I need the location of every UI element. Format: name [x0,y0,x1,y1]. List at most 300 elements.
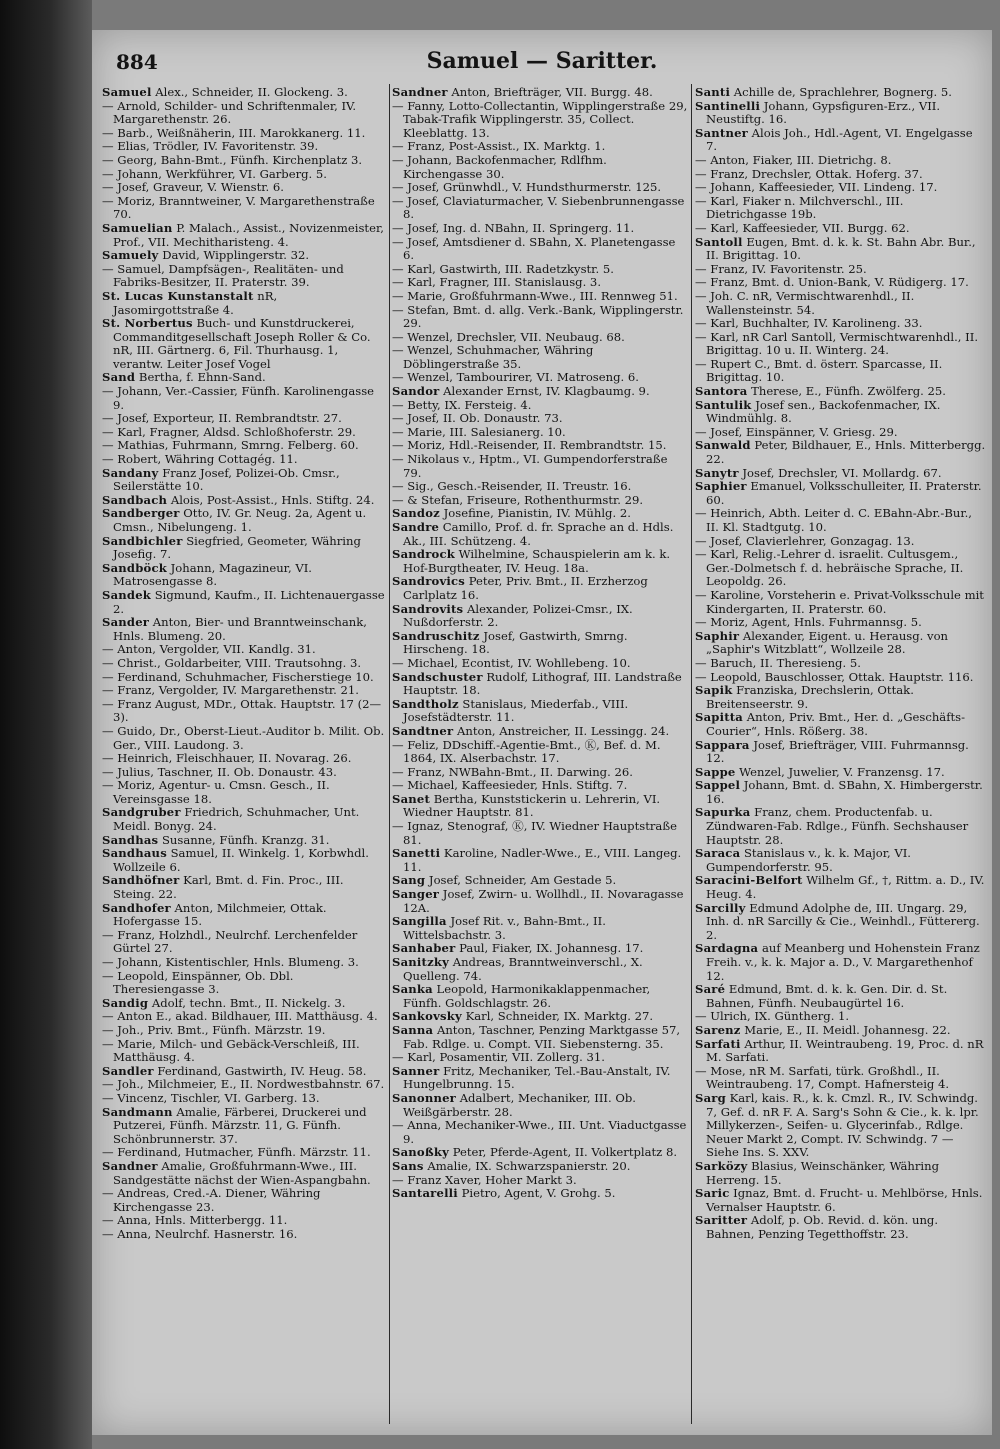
directory-entry [392,698,688,725]
entry-details: — Moriz, Hdl.-Reisender, II. Rembrandtstr. 15. [392,438,667,453]
entry-details: Franz, chem. Productenfab. u. Zündwaren-Fab. Rdlge., Fünfh. Sechshauser Hauptstr. 28. [706,805,969,847]
entry-details: Buch- und Kunstdruckerei, Commanditgesellschaft Joseph Roller & Co. nR, III. Gärtnerg. 6, Fil. Thurhausg. 1, verantw. Leiter Josef Vogel [113,316,371,371]
directory-entry [102,467,386,494]
directory-entry [392,100,688,141]
directory-entry [102,902,386,929]
directory-entry [695,317,987,331]
directory-entry [102,779,386,806]
entry-surname: Saré [695,982,726,997]
entry-details: Anton, Priv. Bmt., Her. d. „Geschäfts-Courier“, Hnls. Rößerg. 38. [706,710,966,738]
directory-entry [102,1187,386,1214]
directory-entry [392,344,688,371]
entry-details: Andreas, Branntweinverschl., X. Quelleng. 74. [403,955,643,983]
directory-entry [695,399,987,426]
entry-details: — Karl, Buchhalter, IV. Karolineng. 33. [695,316,923,331]
entry-surname: Saracini-Belfort [695,873,803,888]
entry-surname: Sandhas [102,832,159,847]
entry-details: — Betty, IX. Fersteig. 4. [392,397,532,412]
entry-details: Adolf, techn. Bmt., II. Nickelg. 3. [151,995,346,1010]
entry-surname: Sandschuster [392,669,483,684]
entry-surname: Sandany [102,465,159,480]
directory-entry [102,1065,386,1079]
entry-details: — Karoline, Vorsteherin e. Privat-Volksschule mit Kindergarten, II. Praterstr. 60. [695,587,984,616]
entry-surname: Sarcilly [695,900,746,915]
directory-entry [695,847,987,874]
directory-entry [102,154,386,168]
directory-entry [102,806,386,833]
directory-entry [392,603,688,630]
directory-entry [695,766,987,780]
entry-details: Alexander, Eigent. u. Herausg. von „Saphir's Witzblatt“, Wollzeile 28. [706,628,949,657]
entry-surname: Sarközy [695,1158,748,1173]
entry-details: — Leopold, Einspänner, Ob. Dbl. Theresiengasse 3. [102,968,294,997]
entry-surname: Sandrovics [392,574,465,589]
directory-entry [102,1160,386,1187]
directory-entry [102,494,386,508]
entry-details: — Franz Xaver, Hoher Markt 3. [392,1172,577,1187]
entry-surname: Sanner [392,1063,440,1078]
directory-entry [695,100,987,127]
directory-entry [392,793,688,820]
directory-entry [695,290,987,317]
directory-entry [695,426,987,440]
entry-details: Ignaz, Bmt. d. Frucht- u. Mehlbörse, Hnls. Vernalser Hauptstr. 6. [706,1186,983,1214]
entry-details: Alexander, Polizei-Cmsr., IX. Nußdorferstr. 2. [403,601,633,630]
entry-surname: Samuel [102,85,152,99]
directory-entry [102,426,386,440]
directory-entry [695,181,987,195]
entry-surname: Sanka [392,982,433,997]
entry-details: Johann, Gypsfiguren-Erz., VII. Neustiftg. 16. [706,98,941,127]
directory-entry [102,589,386,616]
entry-details: Stanislaus, Miederfab., VIII. Josefstädterstr. 11. [403,696,629,725]
entry-surname: Sander [102,615,150,630]
directory-entry [102,956,386,970]
directory-entry [102,562,386,589]
directory-entry [102,997,386,1011]
entry-details: Wilhelm Gf., †, Rittm. a. D., IV. Heug. 4. [706,873,985,902]
entry-surname: Saritter [695,1213,748,1228]
entry-details: — Josef, Claviaturmacher, V. Siebenbrunnengasse 8. [392,193,685,222]
directory-entry [392,1160,688,1174]
entry-details: Susanne, Fünfh. Kranzg. 31. [161,832,330,847]
directory-entry [392,480,688,494]
entry-details: — Ferdinand, Schuhmacher, Fischerstiege 10. [102,669,374,684]
directory-entry [392,140,688,154]
entry-details: — Feliz, DDschiff.-Agentie-Bmt., Ⓚ, Bef. d. M. 1864, IX. Alserbachstr. 17. [392,737,661,766]
directory-entry [392,521,688,548]
directory-entry [102,725,386,752]
entry-details: Stanislaus v., k. k. Major, VI. Gumpendorferstr. 95. [706,846,911,874]
directory-entry [102,168,386,182]
entry-details: — Marie, Milch- und Gebäck-Verschleiß, III. Matthäusg. 4. [102,1036,360,1065]
entry-details: Sigmund, Kaufm., II. Lichtenauergasse 2. [113,587,385,616]
entry-details: Paul, Fiaker, IX. Johannesg. 17. [459,941,644,956]
directory-entry [392,371,688,385]
entry-details: Franz Josef, Polizei-Ob. Cmsr., Seilerstätte 10. [113,465,340,494]
entry-details: Josef, Drechsler, VI. Mollardg. 67. [742,465,942,480]
entry-surname: St. Lucas Kunstanstalt [102,288,254,303]
directory-entry [695,467,987,481]
entry-surname: Sandig [102,995,149,1010]
directory-entry [392,195,688,222]
entry-surname: Sarfati [695,1036,741,1051]
directory-entry [695,195,987,222]
entry-surname: Sand [102,370,136,385]
entry-surname: Sandberger [102,506,180,521]
directory-entry [102,222,386,249]
directory-entry [392,331,688,345]
entry-surname: Sanetti [392,846,441,861]
entry-surname: Sang [392,873,426,888]
directory-entry [392,725,688,739]
entry-details: Samuel, II. Winkelg. 1, Korbwhdl. Wollzeile 6. [113,846,369,874]
directory-entry [392,657,688,671]
entry-details: Johann, Bmt. d. SBahn, X. Himbergerstr. 16. [706,778,983,806]
entry-details: Karl, kais. R., k. k. Cmzl. R., IV. Schwindg. 7, Gef. d. nR F. A. Sarg's Sohn & Cie., k. k. lpr. Millykerzen-, Seifen- u. Glycerinfab., Rdlge. Neuer Markt 2, Compt. IV. Schwindg. 7 — Siehe Ins. S. XXV. [706,1090,979,1160]
directory-entry [102,657,386,671]
directory-entry [392,236,688,263]
column-divider-1 [389,84,390,1424]
directory-entry [102,1010,386,1024]
entry-details: Amalie, Färberei, Druckerei und Putzerei, Fünfh. Märzstr. 11, G. Fünfh. Schönbrunnerstr. 37. [113,1104,367,1146]
entry-details: — Michael, Econtist, IV. Wohllebeng. 10. [392,655,631,670]
entry-details: Eugen, Bmt. d. k. k. St. Bahn Abr. Bur., II. Brigittag. 10. [706,234,976,263]
directory-entry [102,874,386,901]
entry-details: — Nikolaus v., Hptm., VI. Gumpendorferstraße 79. [392,452,668,480]
directory-entry [392,412,688,426]
directory-entry [102,100,386,127]
directory-entry [695,331,987,358]
entry-details: — Ulrich, IX. Güntherg. 1. [695,1009,850,1024]
entry-details: — Michael, Kaffeesieder, Hnls. Stiftg. 7. [392,778,628,793]
directory-entry [102,263,386,290]
directory-entry [695,711,987,738]
directory-entry [102,970,386,997]
entry-details: Josef, Zwirn- u. Wollhdl., II. Novaragasse 12A. [403,887,684,915]
directory-entry [695,1187,987,1214]
entry-surname: Sandbach [102,492,168,507]
entry-surname: Sappe [695,764,736,779]
page-header [92,48,992,78]
entry-surname: Santulik [695,397,752,412]
directory-entry [102,1214,386,1228]
entry-details: David, Wipplingerstr. 32. [162,248,310,263]
entry-details: — Sig., Gesch.-Reisender, II. Treustr. 16. [392,479,632,494]
directory-entry [695,263,987,277]
entry-details: — Christ., Goldarbeiter, VIII. Trautsohng. 3. [102,655,362,670]
entry-details: — Johann, Backofenmacher, Rdlfhm. Kirchengasse 30. [392,152,607,181]
directory-entry [392,915,688,942]
entry-surname: Sandmann [102,1104,173,1119]
entry-surname: Saraca [695,846,741,861]
entry-details: Anton, Briefträger, VII. Burgg. 48. [451,85,653,99]
entry-details: — Georg, Bahn-Bmt., Fünfh. Kirchenplatz 3. [102,152,363,167]
entry-details: — Franz, IV. Favoritenstr. 25. [695,261,867,276]
entry-details: — Karl, Fragner, Aldsd. Schloßhoferstr. 29. [102,424,356,439]
directory-entry [695,154,987,168]
entry-surname: Sappara [695,737,750,752]
directory-entry [695,86,987,100]
entry-details: Josef sen., Backofenmacher, IX. Windmühlg. 8. [706,397,941,426]
directory-entry [695,942,987,983]
entry-surname: Santner [695,125,748,140]
entry-surname: Sanet [392,791,431,806]
entry-details: Fritz, Mechaniker, Tel.-Bau-Anstalt, IV. Hungelbrunng. 15. [403,1063,671,1092]
entry-details: Alois, Post-Assist., Hnls. Stiftg. 24. [170,492,375,507]
entry-surname: Sanna [392,1022,434,1037]
directory-entry [102,752,386,766]
entry-details: — Joh., Priv. Bmt., Fünfh. Märzstr. 19. [102,1022,326,1037]
entry-surname: Saric [695,1186,730,1201]
directory-entry [695,168,987,182]
directory-entry [102,834,386,848]
directory-entry [392,1051,688,1065]
entry-details: Pietro, Agent, V. Grohg. 5. [461,1186,616,1201]
entry-surname: Sanhaber [392,941,456,956]
directory-entry [392,385,688,399]
entry-details: auf Meanberg und Hohenstein Franz Freih. v., k. k. Major a. D., V. Margarethenhof 12. [706,941,980,983]
entry-details: — Josef, II. Ob. Donaustr. 73. [392,411,563,426]
entry-details: — Franz, NWBahn-Bmt., II. Darwing. 26. [392,764,633,779]
entry-surname: Sandruschitz [392,628,480,643]
entry-details: Alois Joh., Hdl.-Agent, VI. Engelgasse 7. [706,125,973,154]
entry-details: — Josef, Amtsdiener d. SBahn, X. Planetengasse 6. [392,234,676,263]
directory-entry [695,548,987,589]
entry-details: — Johann, Ver.-Cassier, Fünfh. Karolinengasse 9. [102,384,375,412]
entry-details: Anton, Anstreicher, II. Lessingg. 24. [456,723,670,738]
running-head: Samuel — Saritter. [426,48,658,74]
directory-entry [392,276,688,290]
entry-details: Josef Rit. v., Bahn-Bmt., II. Wittelsbachstr. 3. [403,914,606,942]
entry-details: Wenzel, Juwelier, V. Franzensg. 17. [739,764,945,779]
entry-details: — & Stefan, Friseure, Rothenthurmstr. 29. [392,492,644,507]
entry-surname: Sandböck [102,560,167,575]
directory-entry [102,412,386,426]
entry-details: — Johann, Kistentischler, Hnls. Blumeng. 3. [102,955,359,969]
entry-details: Josef, Gastwirth, Smrng. Hirscheng. 18. [403,628,628,657]
entry-details: Anton, Milchmeier, Ottak. Hofergasse 15. [113,900,327,929]
entry-surname: Sandhöfner [102,873,180,888]
entry-details: — Fanny, Lotto-Collectantin, Wipplingerstraße 29, Tabak-Trafik Wipplingerstr. 35, Collect. Kleeblattg. 13. [392,98,688,140]
directory-entry [392,86,688,100]
entry-details: — Anton E., akad. Bildhauer, III. Matthäusg. 4. [102,1009,378,1024]
directory-entry [102,1106,386,1147]
directory-entry [102,195,386,222]
entry-surname: Sandhofer [102,900,171,915]
entry-details: — Anton, Fiaker, III. Dietrichg. 8. [695,152,892,167]
entry-details: Achille de, Sprachlehrer, Bognerg. 5. [733,85,952,99]
directory-entry [392,507,688,521]
directory-entry [392,154,688,181]
directory-entry [102,1038,386,1065]
entry-surname: Sandtholz [392,696,459,711]
entry-details: — Arnold, Schilder- und Schriftenmaler, IV. Margarethenstr. 26. [102,98,357,127]
entry-details: — Moriz, Agent, Hnls. Fuhrmannsg. 5. [695,615,922,630]
entry-details: Blasius, Weinschänker, Währing Herreng. 15. [706,1158,940,1187]
entry-surname: Sandner [102,1158,158,1173]
page-number: 884 [116,50,158,74]
entry-details: Amalie, Großfuhrmann-Wwe., III. Sandgestätte nächst der Wien-Aspangbahn. [113,1158,371,1187]
entry-surname: Sandtner [392,723,454,738]
entry-details: — Josef, Einspänner, V. Griesg. 29. [695,424,898,439]
directory-entry [102,290,386,317]
directory-entry [102,249,386,263]
directory-entry [695,671,987,685]
entry-surname: Sappel [695,778,741,793]
entry-details: — Guido, Dr., Oberst-Lieut.-Auditor b. Milit. Ob. Ger., VIII. Laudong. 3. [102,723,385,752]
directory-entry [695,739,987,766]
directory-entry [695,684,987,711]
entry-details: — Johann, Werkführer, VI. Garberg. 5. [102,166,327,181]
directory-entry [102,766,386,780]
directory-entry [392,1174,688,1188]
entry-surname: Sans [392,1158,424,1173]
directory-entry [392,181,688,195]
directory-entry [102,698,386,725]
directory-entry [392,1024,688,1051]
entry-surname: Saphir [695,628,740,643]
directory-entry [392,575,688,602]
entry-surname: Sandrock [392,547,455,562]
directory-entry [392,671,688,698]
directory-entry [695,1065,987,1092]
entry-details: — Barb., Weißnäherin, III. Marokkanerg. 11. [102,125,366,140]
entry-surname: Sangilla [392,914,447,929]
entry-surname: Sanitzky [392,955,450,969]
entry-details: Otto, IV. Gr. Neug. 2a, Agent u. Cmsn., Nibelungeng. 1. [113,506,367,534]
entry-surname: Sanwald [695,438,751,453]
entry-details: Amalie, IX. Schwarzspanierstr. 20. [427,1158,631,1173]
entry-details: Karoline, Nadler-Wwe., E., VIII. Langeg. 11. [403,846,682,874]
directory-entry [102,671,386,685]
directory-entry [102,317,386,371]
entry-surname: Sarenz [695,1022,741,1037]
directory-entry [392,1187,688,1201]
directory-entry [392,494,688,508]
entry-details: — Karl, Gastwirth, III. Radetzkystr. 5. [392,261,614,276]
directory-entry [695,1010,987,1024]
entry-details: — Heinrich, Abth. Leiter d. C. EBahn-Abr.-Bur., II. Kl. Stadtgutg. 10. [695,506,972,534]
entry-surname: Sanger [392,887,440,902]
directory-entry [102,1092,386,1106]
entry-surname: Sandor [392,384,440,399]
entry-details: — Stefan, Bmt. d. allg. Verk.-Bank, Wipplingerstr. 29. [392,302,684,331]
entry-details: — Baruch, II. Theresieng. 5. [695,655,861,670]
entry-surname: Sandhaus [102,846,167,861]
directory-entry [695,1038,987,1065]
entry-details: — Elias, Trödler, IV. Favoritenstr. 39. [102,139,319,154]
directory-entry [392,1010,688,1024]
directory-entry [392,1065,688,1092]
directory-entry [102,847,386,874]
entry-surname: Sandrovits [392,601,464,616]
directory-page [92,30,992,1435]
directory-entry [392,439,688,453]
entry-details: Rudolf, Lithograf, III. Landstraße Hauptstr. 18. [403,669,682,698]
directory-entry [102,86,386,100]
entry-details: — Ignaz, Stenograf, Ⓚ, IV. Wiedner Hauptstraße 81. [392,819,677,847]
entry-details: — Karl, Fragner, III. Stanislausg. 3. [392,275,601,290]
entry-details: — Marie, Großfuhrmann-Wwe., III. Rennweg 51. [392,288,678,303]
entry-details: Peter, Pferde-Agent, II. Volkertplatz 8. [452,1145,678,1160]
entry-surname: Santarelli [392,1186,458,1201]
entry-details: — Heinrich, Fleischhauer, II. Novarag. 26. [102,751,352,766]
directory-entry [695,874,987,901]
column-3 [695,86,987,1241]
entry-details: Josef, Schneider, Am Gestade 5. [428,873,617,888]
entry-details: — Mathias, Fuhrmann, Smrng. Felberg. 60. [102,438,359,453]
entry-surname: Sapitta [695,710,744,725]
entry-surname: Sapurka [695,805,751,820]
entry-details: Camillo, Prof. d. fr. Sprache an d. Hdls. Ak., III. Schützeng. 4. [403,520,674,548]
directory-entry [392,222,688,236]
entry-details: Anton, Bier- und Branntweinschank, Hnls. Blumeng. 20. [113,615,367,643]
directory-entry [102,439,386,453]
entry-details: — Julius, Taschner, II. Ob. Donaustr. 43. [102,764,337,779]
entry-details: — Josef, Ing. d. NBahn, II. Springerg. 11. [392,220,635,235]
directory-entry [102,1146,386,1160]
entry-surname: Santi [695,85,731,99]
directory-entry [392,888,688,915]
entry-surname: Sarg [695,1090,726,1105]
entry-details: — Anna, Mechaniker-Wwe., III. Unt. Viaductgasse 9. [392,1118,687,1146]
entry-details: Ferdinand, Gastwirth, IV. Heug. 58. [157,1063,367,1078]
directory-entry [102,535,386,562]
entry-surname: Santora [695,384,748,399]
entry-details: Karl, Bmt. d. Fin. Proc., III. Steing. 22. [113,873,344,902]
entry-details: — Josef, Grünwhdl., V. Hundsthurmerstr. 125. [392,180,662,195]
entry-details: — Franz, Post-Assist., IX. Marktg. 1. [392,139,606,154]
entry-details: Therese, E., Fünfh. Zwölferg. 25. [751,384,946,399]
entry-details: Wilhelmine, Schauspielerin am k. k. Hof-Burgtheater, IV. Heug. 18a. [403,547,671,575]
entry-details: — Moriz, Branntweiner, V. Margarethenstraße 70. [102,193,375,222]
entry-surname: Saphier [695,479,747,494]
entry-surname: Sanoßky [392,1145,450,1160]
directory-entry [392,739,688,766]
entry-details: — Franz, Bmt. d. Union-Bank, V. Rüdigerg. 17. [695,275,969,290]
directory-entry [102,371,386,385]
directory-entry [695,983,987,1010]
directory-entry [392,630,688,657]
entry-details: — Leopold, Bauschlosser, Ottak. Hauptstr. 116. [695,669,974,684]
entry-details: P. Malach., Assist., Novizenmeister, Prof., VII. Mechitharisteng. 4. [113,220,384,249]
entry-surname: Sandler [102,1063,154,1078]
entry-details: — Wenzel, Tambourirer, VI. Matroseng. 6. [392,370,639,385]
directory-entry [102,1024,386,1038]
directory-entry [695,236,987,263]
entry-details: — Franz August, MDr., Ottak. Hauptstr. 17 (2—3). [102,696,382,725]
entry-details: Peter, Bildhauer, E., Hnls. Mitterbergg. 22. [706,438,986,467]
entry-details: Edmund, Bmt. d. k. k. Gen. Dir. d. St. Bahnen, Fünfh. Neubaugürtel 16. [706,982,948,1010]
directory-entry [102,929,386,956]
entry-details: Johann, Magazineur, VI. Matrosengasse 8. [113,560,312,589]
entry-details: — Johann, Kaffeesieder, VII. Lindeng. 17. [695,180,938,195]
directory-entry [392,766,688,780]
entry-details: — Ferdinand, Hutmacher, Fünfh. Märzstr. 11. [102,1145,371,1160]
directory-entry [695,127,987,154]
directory-entry [392,1146,688,1160]
entry-details: Edmund Adolphe de, III. Ungarg. 29, Inh. d. nR Sarcilly & Cie., Weinhdl., Füttererg. 2. [706,900,980,942]
entry-details: — Andreas, Cred.-A. Diener, Währing Kirchengasse 23. [102,1186,321,1214]
entry-surname: Sandoz [392,506,440,521]
column-1 [102,86,386,1241]
column-2 [392,86,688,1201]
directory-entry [102,181,386,195]
entry-details: Alexander Ernst, IV. Klagbaumg. 9. [443,384,650,399]
entry-details: — Karl, Fiaker n. Milchverschl., III. Dietrichgasse 19b. [695,193,904,222]
directory-entry [102,643,386,657]
